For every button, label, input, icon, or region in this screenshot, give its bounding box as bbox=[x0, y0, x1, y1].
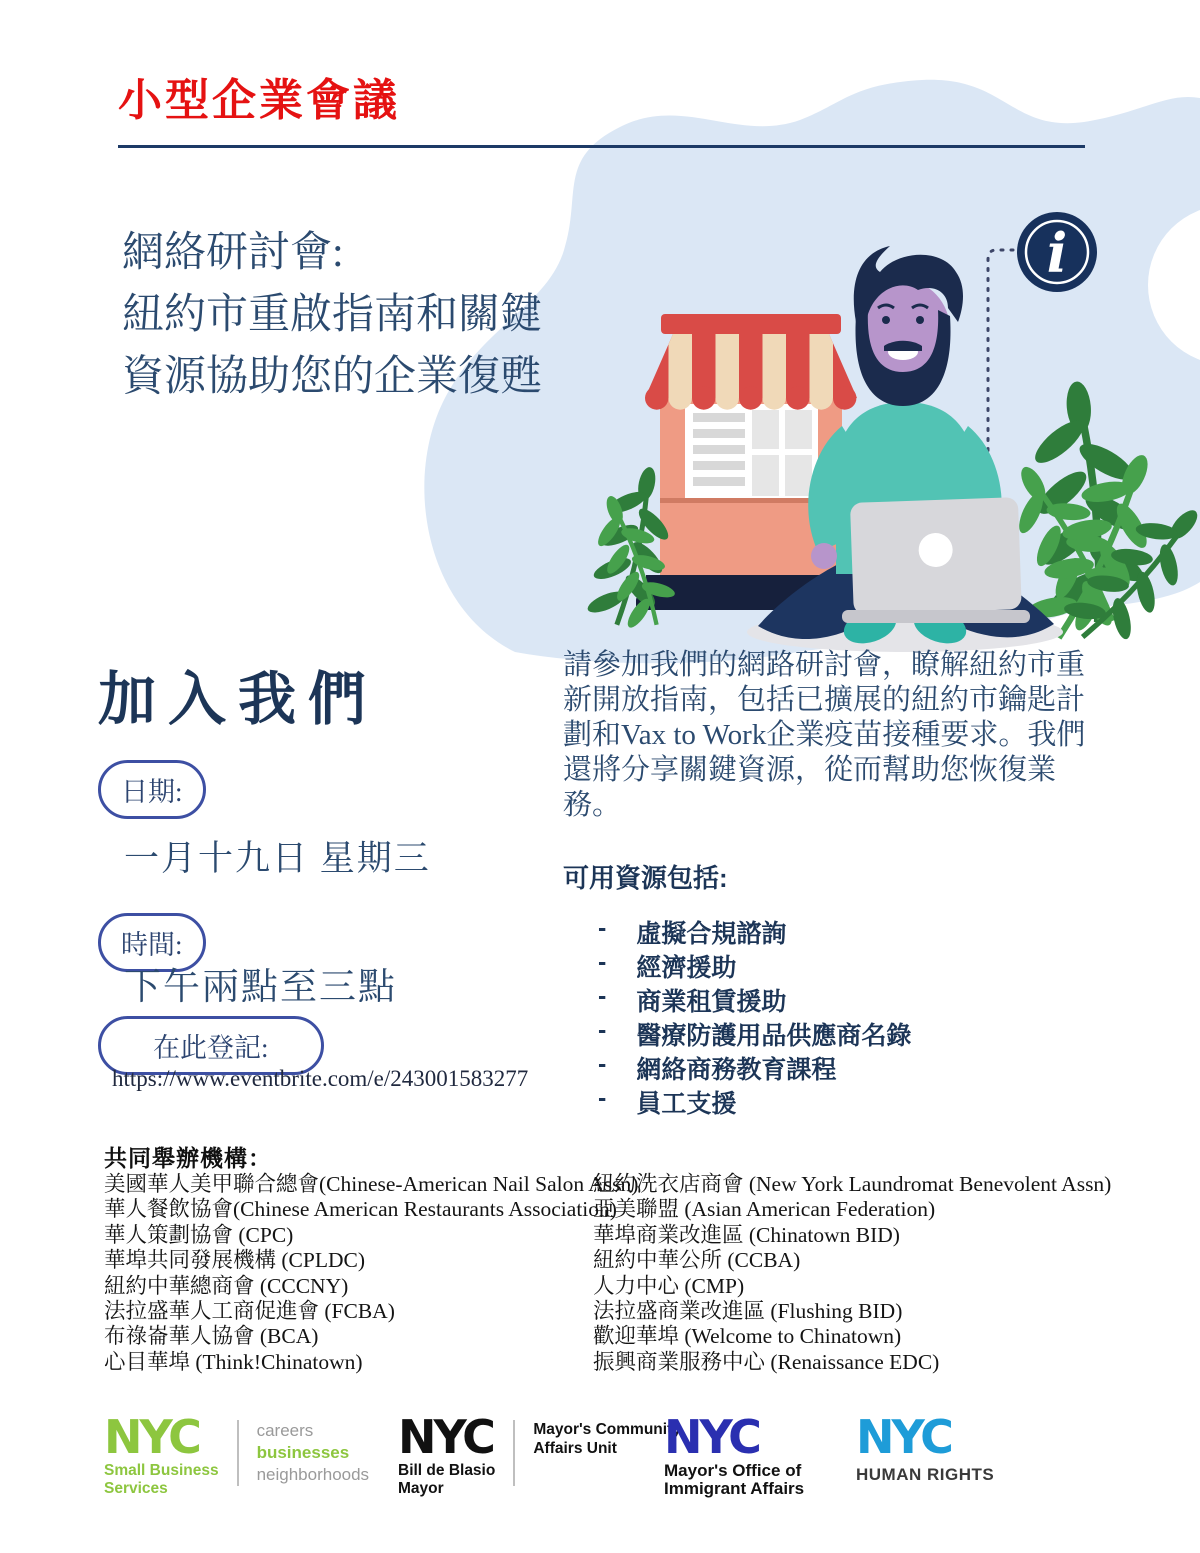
cohost-item: 紐約中華總商會 (CCCNY) bbox=[104, 1273, 349, 1298]
cohost-item: 華人餐飲協會(Chinese American Restaurants Association) bbox=[104, 1197, 617, 1222]
cohost-item: 法拉盛商業改進區 (Flushing BID) bbox=[593, 1299, 903, 1324]
nyc-logo-mark: NYC bbox=[398, 1410, 493, 1464]
bullet-dash: - bbox=[598, 914, 607, 942]
cohost-item: 法拉盛華人工商促進會 (FCBA) bbox=[104, 1299, 395, 1324]
sbs-careers-label: careers bbox=[256, 1421, 314, 1440]
webinar-heading-line: 資源協助您的企業復甦 bbox=[122, 354, 543, 400]
resource-label: 商業租賃援助 bbox=[636, 988, 787, 1016]
cohosts-column-left bbox=[104, 1172, 638, 1375]
header-divider bbox=[118, 145, 1085, 148]
time-value: 下午兩點至三點 bbox=[124, 967, 397, 1008]
logo-divider bbox=[513, 1420, 515, 1486]
cohost-item: 華埠商業改進區 (Chinatown BID) bbox=[593, 1222, 900, 1247]
mayor-name-label: Bill de Blasio bbox=[398, 1462, 496, 1479]
webinar-heading-line: 網絡研討會: bbox=[122, 230, 344, 276]
webinar-heading-line: 紐約市重啟指南和關鍵 bbox=[122, 292, 543, 338]
immigrant-affairs-line1: Mayor's Office of bbox=[664, 1461, 802, 1480]
logo-nyc-mayor-community-affairs bbox=[398, 1410, 681, 1498]
cohosts-heading: 共同舉辦機構： bbox=[104, 1146, 272, 1171]
webinar-heading bbox=[122, 222, 542, 408]
nyc-logo-mark: NYC bbox=[856, 1410, 951, 1464]
cohosts-column-right bbox=[593, 1172, 1111, 1375]
time-label: 時間: bbox=[121, 930, 183, 960]
cohost-item: 華埠共同發展機構 (CPLDC) bbox=[104, 1248, 365, 1273]
bullet-dash: - bbox=[598, 982, 607, 1010]
awning bbox=[645, 314, 857, 410]
svg-text:i: i bbox=[1046, 221, 1068, 285]
date-value: 一月十九日 星期三 bbox=[124, 839, 431, 878]
sbs-label-line2: Services bbox=[104, 1480, 168, 1497]
logo-divider bbox=[237, 1420, 239, 1486]
community-affairs-line2: Affairs Unit bbox=[533, 1440, 617, 1457]
logo-nyc-immigrant-affairs bbox=[664, 1410, 805, 1498]
register-label: 在此登記: bbox=[153, 1033, 269, 1063]
resource-item bbox=[598, 1016, 911, 1050]
cohost-item: 振興商業服務中心 (Renaissance EDC) bbox=[593, 1349, 940, 1374]
resource-item bbox=[598, 914, 911, 948]
resource-label: 虛擬合規諮詢 bbox=[636, 920, 787, 948]
cohost-item: 歡迎華埠 (Welcome to Chinatown) bbox=[593, 1324, 902, 1349]
cohost-item: 心目華埠 (Think!Chinatown) bbox=[104, 1349, 363, 1374]
resource-label: 員工支援 bbox=[636, 1090, 737, 1118]
resources-list bbox=[598, 914, 911, 1118]
registration-url[interactable]: https://www.eventbrite.com/e/243001583277 bbox=[112, 1066, 529, 1091]
sbs-label-line1: Small Business bbox=[104, 1462, 219, 1479]
bullet-dash: - bbox=[598, 948, 607, 976]
sbs-businesses-label: businesses bbox=[256, 1443, 350, 1462]
resource-item bbox=[598, 1084, 911, 1118]
bullet-dash: - bbox=[598, 1084, 607, 1112]
logo-nyc-small-business-services bbox=[104, 1410, 370, 1498]
window-panes bbox=[752, 410, 812, 496]
community-affairs-line1: Mayor's Community bbox=[533, 1421, 681, 1438]
bullet-dash: - bbox=[598, 1016, 607, 1044]
resource-item bbox=[598, 982, 911, 1016]
date-badge bbox=[98, 760, 206, 819]
mayor-title-label: Mayor bbox=[398, 1480, 444, 1497]
resource-label: 醫療防護用品供應商名錄 bbox=[636, 1022, 912, 1050]
page-title: 小型企業會議 bbox=[118, 76, 400, 125]
resource-item bbox=[598, 948, 911, 982]
info-icon bbox=[1017, 212, 1097, 292]
bullet-dash: - bbox=[598, 1050, 607, 1078]
cohost-item: 布祿崙華人協會 (BCA) bbox=[104, 1324, 319, 1349]
resource-item bbox=[598, 1050, 911, 1084]
resource-label: 經濟援助 bbox=[636, 954, 737, 982]
resource-label: 網絡商務教育課程 bbox=[636, 1056, 837, 1084]
cohost-item: 人力中心 (CMP) bbox=[593, 1273, 745, 1298]
intro-paragraph: 請參加我們的網路研討會，瞭解紐約市重新開放指南，包括已擴展的紐約市鑰匙計劃和Vax to Work企業疫苗接種要求。我們還將分享關鍵資源，從而幫助您恢復業務。 bbox=[563, 649, 1086, 821]
cohost-item: 紐約洗衣店商會 (New York Laundromat Benevolent Assn) bbox=[593, 1172, 1112, 1196]
laptop bbox=[842, 497, 1030, 623]
immigrant-affairs-line2: Immigrant Affairs bbox=[664, 1479, 805, 1498]
nyc-logo-mark: NYC bbox=[104, 1410, 199, 1464]
nyc-logo-mark: NYC bbox=[664, 1410, 759, 1464]
logo-nyc-human-rights bbox=[856, 1410, 995, 1484]
resources-heading: 可用資源包括: bbox=[563, 863, 728, 893]
sbs-neighborhoods-label: neighborhoods bbox=[256, 1465, 370, 1484]
join-us-heading: 加入我們 bbox=[98, 667, 379, 732]
cohost-item: 美國華人美甲聯合總會(Chinese-American Nail Salon Assn) bbox=[104, 1172, 639, 1196]
cohost-item: 亞美聯盟 (Asian American Federation) bbox=[593, 1197, 936, 1222]
human-rights-label: HUMAN RIGHTS bbox=[856, 1465, 995, 1484]
date-label: 日期: bbox=[121, 777, 183, 807]
cohost-item: 紐約中華公所 (CCBA) bbox=[593, 1248, 801, 1273]
cohost-item: 華人策劃協會 (CPC) bbox=[104, 1222, 294, 1247]
